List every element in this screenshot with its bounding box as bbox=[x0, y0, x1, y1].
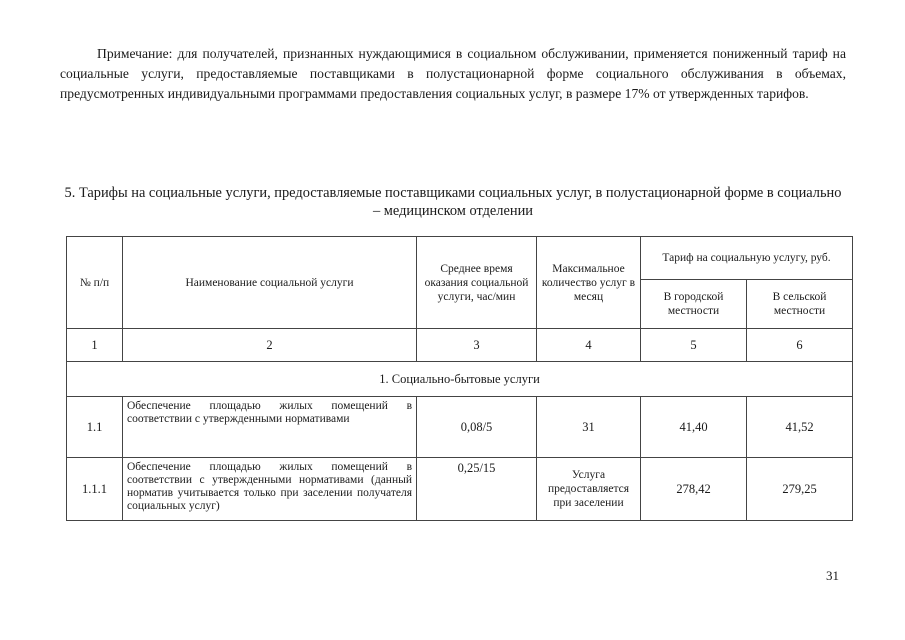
row-avg-time: 0,25/15 bbox=[417, 458, 537, 521]
row-city-tariff: 41,40 bbox=[641, 397, 747, 458]
header-name: Наименование социальной услуги bbox=[123, 237, 417, 329]
column-number: 1 bbox=[67, 329, 123, 362]
row-rural-tariff: 41,52 bbox=[747, 397, 853, 458]
row-city-tariff: 278,42 bbox=[641, 458, 747, 521]
row-max-qty: 31 bbox=[537, 397, 641, 458]
row-avg-time: 0,08/5 bbox=[417, 397, 537, 458]
row-max-qty: Услуга предоставляется при заселении bbox=[537, 458, 641, 521]
section-title: 5. Тарифы на социальные услуги, предоставляемые поставщиками социальных услуг, в полустационарной форме в социально – медицинском отделении bbox=[64, 185, 842, 219]
header-max-qty: Максимальное количество услуг в месяц bbox=[537, 237, 641, 329]
header-row-1 bbox=[67, 237, 853, 280]
column-number: 2 bbox=[123, 329, 417, 362]
header-num: № п/п bbox=[67, 237, 123, 329]
section-row bbox=[67, 362, 853, 397]
header-avg-time: Среднее время оказания социальной услуги, час/мин bbox=[417, 237, 537, 329]
column-number: 5 bbox=[641, 329, 747, 362]
header-rural: В сельской местности bbox=[747, 280, 853, 329]
table-row bbox=[67, 397, 853, 458]
row-rural-tariff: 279,25 bbox=[747, 458, 853, 521]
page-number: 31 bbox=[826, 568, 839, 583]
row-num: 1.1 bbox=[67, 397, 123, 458]
row-num: 1.1.1 bbox=[67, 458, 123, 521]
row-service-name: Обеспечение площадью жилых помещений в соответствии с утвержденными нормативами (данный норматив учитывается только при заселении получателя социальных услуг) bbox=[123, 458, 417, 521]
tariffs-table bbox=[66, 236, 853, 521]
column-number: 3 bbox=[417, 329, 537, 362]
note-paragraph: Примечание: для получателей, признанных нуждающимися в социальном обслуживании, применяется пониженный тариф на социальные услуги, предоставляемые поставщиками в полустационарной форме социального обслуживания в объемах, предусмотренных индивидуальными программами предоставления социальных услуг, в размере 17% от утвержденных тарифов. bbox=[60, 46, 846, 101]
column-number: 4 bbox=[537, 329, 641, 362]
section-heading: 1. Социально-бытовые услуги bbox=[67, 362, 853, 397]
column-number: 6 bbox=[747, 329, 853, 362]
header-city: В городской местности bbox=[641, 280, 747, 329]
table-row bbox=[67, 458, 853, 521]
row-service-name: Обеспечение площадью жилых помещений в соответствии с утвержденными нормативами bbox=[123, 397, 417, 458]
column-numbers-row bbox=[67, 329, 853, 362]
header-tariff: Тариф на социальную услугу, руб. bbox=[641, 237, 853, 280]
